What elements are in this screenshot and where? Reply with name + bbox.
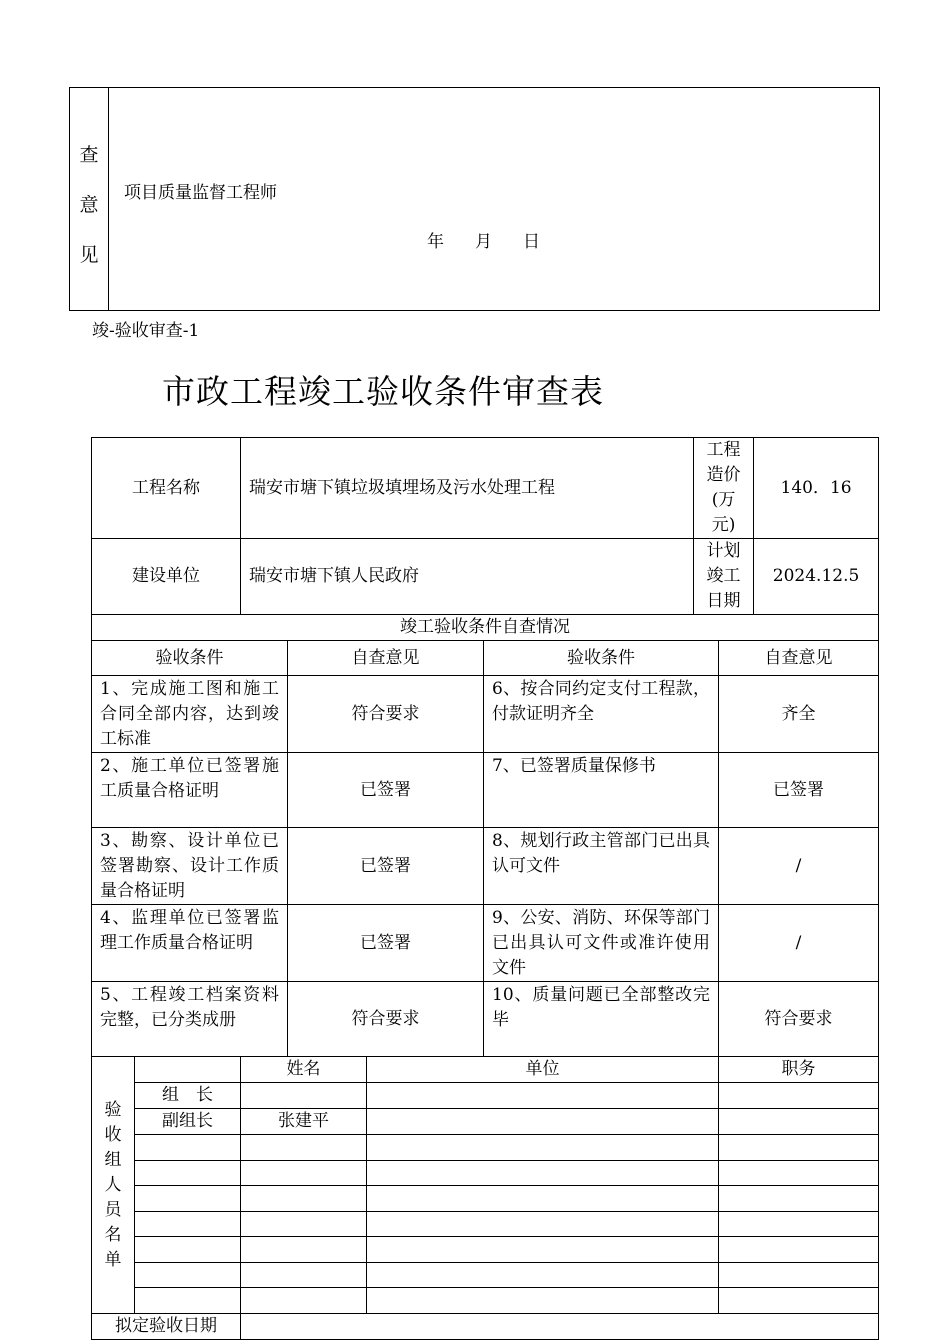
member-name [241, 1186, 367, 1212]
team-side-char: 名 [104, 1224, 122, 1245]
member-role [135, 1212, 241, 1237]
team-member-row [92, 1135, 879, 1161]
condition-text: 5、工程竣工档案资料完整，已分类成册 [92, 982, 288, 1057]
condition-text: 3、勘察、设计单位已签署勘察、设计工作质量合格证明 [92, 828, 288, 905]
member-role [135, 1263, 241, 1288]
acceptance-date-value [241, 1314, 879, 1340]
condition-row [92, 828, 879, 905]
date-year: 年 [427, 232, 444, 252]
opinion-text: 符合要求 [719, 982, 879, 1057]
team-side-char: 人 [104, 1174, 122, 1195]
member-unit [367, 1109, 719, 1135]
team-member-row [92, 1237, 879, 1263]
self-check-column-headers [92, 641, 879, 676]
condition-row [92, 905, 879, 982]
opinion-text: 符合要求 [288, 676, 484, 753]
role-header-cell [135, 1057, 241, 1083]
right-opinion-header: 自查意见 [719, 641, 879, 676]
condition-text: 4、监理单位已签署监理工作质量合格证明 [92, 905, 288, 982]
member-unit [367, 1186, 719, 1212]
project-name-value: 瑞安市塘下镇垃圾填埋场及污水处理工程 [241, 438, 694, 539]
condition-text: 10、质量问题已全部整改完毕 [484, 982, 719, 1057]
member-duty [719, 1263, 879, 1288]
date-month: 月 [475, 232, 492, 252]
right-condition-header: 验收条件 [484, 641, 719, 676]
team-member-row [92, 1212, 879, 1237]
member-name [241, 1083, 367, 1109]
member-role: 组 长 [135, 1083, 241, 1109]
team-side-char: 组 [104, 1149, 122, 1170]
member-unit [367, 1135, 719, 1161]
left-condition-header: 验收条件 [92, 641, 288, 676]
member-duty [719, 1109, 879, 1135]
opinion-text: 已签署 [288, 905, 484, 982]
opinion-text: 已签署 [288, 828, 484, 905]
condition-text: 8、规划行政主管部门已出具认可文件 [484, 828, 719, 905]
form-code: 竣-验收审查-1 [92, 321, 200, 341]
member-duty [719, 1083, 879, 1109]
member-role [135, 1161, 241, 1186]
condition-text: 6、按合同约定支付工程款，付款证明齐全 [484, 676, 719, 753]
page-title: 市政工程竣工验收条件审查表 [162, 372, 604, 411]
condition-row [92, 982, 879, 1057]
member-role [135, 1288, 241, 1314]
opinion-text: 齐全 [719, 676, 879, 753]
planned-date-value: 2024.12.5 [754, 539, 879, 615]
member-duty [719, 1212, 879, 1237]
duty-header: 职务 [719, 1057, 879, 1083]
condition-text: 7、已签署质量保修书 [484, 753, 719, 828]
member-duty [719, 1135, 879, 1161]
builder-value: 瑞安市塘下镇人民政府 [241, 539, 694, 615]
project-name-row [92, 438, 879, 539]
member-name [241, 1135, 367, 1161]
project-name-label: 工程名称 [92, 438, 241, 539]
member-role [135, 1237, 241, 1263]
member-unit [367, 1083, 719, 1109]
opinion-divider [108, 88, 109, 310]
left-opinion-header: 自查意见 [288, 641, 484, 676]
cost-value: 140．16 [754, 438, 879, 539]
team-side-char: 单 [104, 1249, 122, 1270]
member-role [135, 1186, 241, 1212]
unit-header: 单位 [367, 1057, 719, 1083]
member-name: 张建平 [241, 1109, 367, 1135]
cost-label: 工程造价(万元) [694, 438, 754, 539]
member-duty [719, 1237, 879, 1263]
member-name [241, 1212, 367, 1237]
condition-text: 2、施工单位已签署施工质量合格证明 [92, 753, 288, 828]
opinion-side-char-2: 意 [79, 194, 99, 216]
team-side-char: 员 [104, 1199, 122, 1220]
condition-text: 9、公安、消防、环保等部门已出具认可文件或准许使用文件 [484, 905, 719, 982]
self-check-heading: 竣工验收条件自查情况 [92, 615, 879, 641]
member-duty [719, 1161, 879, 1186]
date-day: 日 [523, 232, 540, 252]
opinion-side-char-1: 查 [79, 144, 99, 166]
team-member-row [92, 1186, 879, 1212]
member-name [241, 1263, 367, 1288]
opinion-text: 已签署 [288, 753, 484, 828]
acceptance-date-row [92, 1314, 879, 1340]
member-duty [719, 1288, 879, 1314]
name-header: 姓名 [241, 1057, 367, 1083]
builder-row [92, 539, 879, 615]
builder-label: 建设单位 [92, 539, 241, 615]
team-member-row [92, 1161, 879, 1186]
opinion-text: / [719, 905, 879, 982]
team-header-row [92, 1057, 879, 1083]
condition-text: 1、完成施工图和施工合同全部内容，达到竣工标准 [92, 676, 288, 753]
team-member-row [92, 1109, 879, 1135]
team-side-label [92, 1057, 135, 1314]
member-unit [367, 1212, 719, 1237]
planned-date-label: 计划竣工日期 [694, 539, 754, 615]
member-name [241, 1161, 367, 1186]
member-unit [367, 1263, 719, 1288]
opinion-text: / [719, 828, 879, 905]
member-name [241, 1237, 367, 1263]
member-name [241, 1288, 367, 1314]
member-role [135, 1135, 241, 1161]
member-unit [367, 1161, 719, 1186]
member-role: 副组长 [135, 1109, 241, 1135]
review-opinion-box [69, 87, 880, 311]
engineer-label: 项目质量监督工程师 [124, 183, 277, 203]
condition-row [92, 676, 879, 753]
team-side-char: 收 [104, 1124, 122, 1145]
condition-row [92, 753, 879, 828]
team-member-row [92, 1083, 879, 1109]
opinion-text: 已签署 [719, 753, 879, 828]
acceptance-date-label: 拟定验收日期 [92, 1314, 241, 1340]
team-member-row [92, 1288, 879, 1314]
opinion-side-char-3: 见 [79, 244, 99, 266]
member-duty [719, 1186, 879, 1212]
team-member-row [92, 1263, 879, 1288]
opinion-text: 符合要求 [288, 982, 484, 1057]
self-check-heading-row [92, 615, 879, 641]
member-unit [367, 1237, 719, 1263]
member-unit [367, 1288, 719, 1314]
acceptance-conditions-table [91, 437, 879, 1340]
team-side-char: 验 [104, 1099, 122, 1120]
